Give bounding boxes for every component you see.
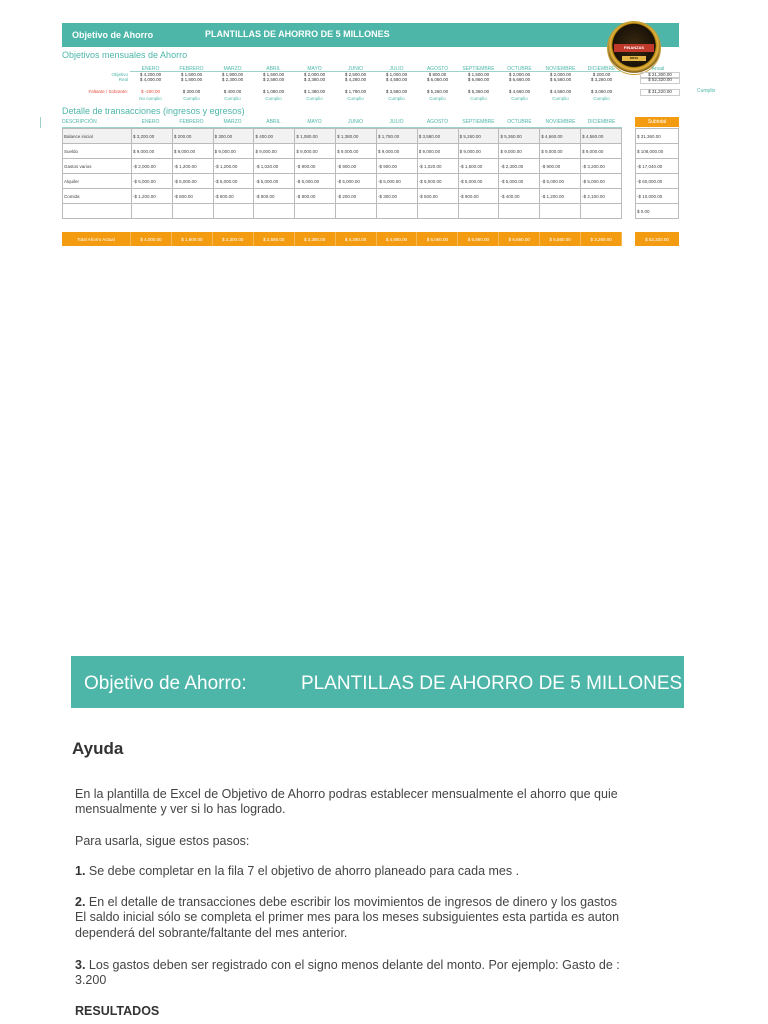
subtotal-cell[interactable]: $ 108,000.00 bbox=[636, 144, 679, 159]
table-cell[interactable]: -$ 900.00 bbox=[376, 159, 417, 174]
faltante-row bbox=[130, 89, 622, 94]
table-cell[interactable]: $ 5,260.00 bbox=[458, 129, 499, 144]
faltante-cell-11: $ 3,060.00 bbox=[590, 89, 613, 94]
table-cell[interactable] bbox=[213, 204, 254, 219]
help-p1-line1: En la plantilla de Excel de Objetivo de Ahorro podras establecer mensualmente el ahorro que quie bbox=[75, 787, 618, 801]
logo-ribbon: FINANZAS bbox=[614, 44, 654, 52]
help-header-title: PLANTILLAS DE AHORRO DE 5 MILLONES bbox=[301, 673, 683, 694]
table-cell[interactable]: $ 9,000.00 bbox=[376, 144, 417, 159]
table-cell[interactable]: $ 9,000.00 bbox=[295, 144, 336, 159]
table-cell[interactable]: $ 400.00 bbox=[254, 129, 295, 144]
step-1-number: 1. bbox=[75, 864, 86, 878]
table-cell[interactable]: -$ 1,200.00 bbox=[213, 159, 254, 174]
month-header-6: JULIO bbox=[376, 66, 417, 72]
row-label[interactable]: Alquiler bbox=[63, 174, 132, 189]
real-cell-11: $ 3,260.00 bbox=[590, 77, 613, 82]
real-cell-3: $ 2,580.00 bbox=[262, 77, 285, 82]
faltante-cell-4: $ 1,380.00 bbox=[303, 89, 326, 94]
table-cell[interactable]: -$ 5,000.00 bbox=[172, 174, 213, 189]
help-step-2-line3: dependerá del sobrante/faltante del mes anterior. bbox=[75, 926, 348, 940]
total-cell-8: $ 6,860.00 bbox=[458, 232, 499, 246]
row-label[interactable]: Sueldo bbox=[63, 144, 132, 159]
month-header-9: OCTUBRE bbox=[499, 66, 540, 72]
table-row bbox=[63, 159, 622, 174]
detalle-month-header-11: DICIEMBRE bbox=[587, 119, 616, 125]
table-cell[interactable] bbox=[172, 204, 213, 219]
table-cell[interactable]: $ 9,000.00 bbox=[458, 144, 499, 159]
objetivo-cell-3: $ 1,500.00 bbox=[262, 72, 285, 77]
total-cell-6: $ 4,580.00 bbox=[377, 232, 418, 246]
detalle-table bbox=[62, 128, 622, 219]
table-cell[interactable]: -$ 900.00 bbox=[336, 159, 377, 174]
help-resultados: RESULTADOS bbox=[75, 1004, 160, 1018]
month-header-2: MARZO bbox=[212, 66, 253, 72]
table-cell[interactable]: -$ 5,000.00 bbox=[336, 174, 377, 189]
faltante-cell-1: $ 300.00 bbox=[182, 89, 201, 94]
subtotal-row bbox=[636, 204, 679, 219]
total-cell-5: $ 4,280.00 bbox=[336, 232, 377, 246]
table-cell[interactable]: $ 9,000.00 bbox=[336, 144, 377, 159]
status-cell-8: Cumplio bbox=[470, 96, 487, 101]
logo-sub: NOVA bbox=[622, 56, 646, 61]
table-cell[interactable]: $ 9,000.00 bbox=[540, 144, 581, 159]
table-cell[interactable]: -$ 5,000.00 bbox=[376, 174, 417, 189]
table-row bbox=[63, 129, 622, 144]
table-cell[interactable]: -$ 1,200.00 bbox=[172, 159, 213, 174]
table-cell[interactable]: $ 200.00 bbox=[172, 129, 213, 144]
objetivo-cell-9: $ 2,000.00 bbox=[508, 72, 531, 77]
help-step-3 bbox=[75, 958, 688, 972]
status-cell-5: Cumplio bbox=[347, 96, 364, 101]
faltante-cell-8: $ 5,360.00 bbox=[467, 89, 490, 94]
real-anual: $ 52,320.00 bbox=[640, 77, 680, 84]
table-cell[interactable]: -$ 2,100.00 bbox=[581, 189, 622, 204]
total-label: Total Ahorro Actual bbox=[62, 232, 131, 246]
help-p1-line2: mensualmente y ver si lo has logrado. bbox=[75, 802, 286, 816]
table-cell[interactable]: -$ 300.00 bbox=[376, 189, 417, 204]
table-cell[interactable] bbox=[336, 204, 377, 219]
row-label[interactable]: Comida bbox=[63, 189, 132, 204]
table-cell[interactable]: $ 9,000.00 bbox=[499, 144, 540, 159]
total-cell-0: $ 4,000.00 bbox=[131, 232, 172, 246]
status-cell-2: Cumplio bbox=[224, 96, 241, 101]
table-cell[interactable]: -$ 5,000.00 bbox=[254, 174, 295, 189]
real-label: Real bbox=[118, 77, 128, 82]
total-cell-7: $ 6,060.00 bbox=[417, 232, 458, 246]
table-cell[interactable]: -$ 800.00 bbox=[254, 189, 295, 204]
status-cell-3: Cumplio bbox=[265, 96, 282, 101]
faltante-label: Faltante / Sobrante: bbox=[88, 89, 128, 94]
step-2-line1: En el detalle de transacciones debe escribir los movimientos de ingresos de dinero y los gastos bbox=[85, 895, 617, 909]
real-cell-9: $ 6,660.00 bbox=[508, 77, 531, 82]
objetivo-cell-7: $ 800.00 bbox=[428, 72, 447, 77]
table-cell[interactable]: -$ 5,000.00 bbox=[295, 174, 336, 189]
section-detalle-title: Detalle de transacciones (ingresos y egresos) bbox=[62, 106, 245, 116]
faltante-cell-10: $ 4,560.00 bbox=[549, 89, 572, 94]
month-header-10: NOVIEMBRE bbox=[540, 66, 581, 72]
table-row bbox=[63, 174, 622, 189]
real-cell-1: $ 1,800.00 bbox=[180, 77, 203, 82]
section-objetivos-title: Objetivos mensuales de Ahorro bbox=[62, 50, 188, 60]
table-cell[interactable]: -$ 5,000.00 bbox=[581, 174, 622, 189]
month-header-3: ABRIL bbox=[253, 66, 294, 72]
real-cell-8: $ 6,860.00 bbox=[467, 77, 490, 82]
table-cell[interactable]: -$ 5,000.00 bbox=[540, 174, 581, 189]
table-cell[interactable]: -$ 3,200.00 bbox=[581, 159, 622, 174]
table-cell[interactable] bbox=[458, 204, 499, 219]
table-cell[interactable]: $ 9,000.00 bbox=[417, 144, 458, 159]
status-cell-4: Cumplio bbox=[306, 96, 323, 101]
status-cell-1: Cumplio bbox=[183, 96, 200, 101]
table-cell[interactable] bbox=[254, 204, 295, 219]
detalle-month-header-4: MAYO bbox=[307, 119, 322, 125]
table-cell[interactable]: $ 4,660.00 bbox=[540, 129, 581, 144]
table-cell[interactable]: $ 9,000.00 bbox=[132, 144, 173, 159]
objetivo-cell-0: $ 4,200.00 bbox=[139, 72, 162, 77]
status-cell-6: Cumplio bbox=[388, 96, 405, 101]
table-cell[interactable]: -$ 1,500.00 bbox=[458, 159, 499, 174]
row-label[interactable]: Gastos varios bbox=[63, 159, 132, 174]
month-header-1: FEBRERO bbox=[171, 66, 212, 72]
status-cell-11: Cumplio bbox=[593, 96, 610, 101]
table-cell[interactable]: -$ 900.00 bbox=[458, 189, 499, 204]
subtotal-cell[interactable]: -$ 10,000.00 bbox=[636, 189, 679, 204]
table-cell[interactable]: -$ 2,300.00 bbox=[499, 159, 540, 174]
objetivo-cell-10: $ 2,000.00 bbox=[549, 72, 572, 77]
detalle-header-row bbox=[62, 117, 622, 128]
table-row bbox=[63, 144, 622, 159]
status-cell-7: Cumplio bbox=[429, 96, 446, 101]
subtotal-row bbox=[636, 129, 679, 144]
real-cell-2: $ 2,300.00 bbox=[221, 77, 244, 82]
total-cell-11: $ 3,260.00 bbox=[581, 232, 622, 246]
table-cell[interactable]: -$ 800.00 bbox=[295, 189, 336, 204]
total-cell-4: $ 3,380.00 bbox=[295, 232, 336, 246]
detalle-month-header-9: OCTUBRE bbox=[507, 119, 532, 125]
side-status: Cumplio bbox=[697, 88, 716, 94]
help-step-2-line2: El saldo inicial sólo se completa el primer mes para los meses subsiguientes esta partida es auton bbox=[75, 910, 620, 924]
detalle-month-header-1: FEBRERO bbox=[179, 119, 204, 125]
total-cell-1: $ 1,800.00 bbox=[172, 232, 213, 246]
table-cell[interactable] bbox=[417, 204, 458, 219]
table-cell[interactable]: -$ 400.00 bbox=[499, 189, 540, 204]
detalle-month-header-0: ENERO bbox=[141, 119, 160, 125]
table-cell[interactable]: -$ 1,200.00 bbox=[132, 189, 173, 204]
total-cell-3: $ 2,580.00 bbox=[254, 232, 295, 246]
status-cell-0: No cumplio bbox=[139, 96, 162, 101]
table-cell[interactable]: -$ 500.00 bbox=[417, 189, 458, 204]
real-cell-7: $ 6,060.00 bbox=[426, 77, 449, 82]
table-cell[interactable] bbox=[295, 204, 336, 219]
help-page bbox=[0, 650, 768, 1024]
table-cell[interactable]: -$ 5,000.00 bbox=[458, 174, 499, 189]
total-cell-9: $ 6,660.00 bbox=[499, 232, 540, 246]
anual-header: Anual bbox=[651, 66, 665, 72]
detalle-month-header-2: MARZO bbox=[223, 119, 242, 125]
subtotal-row bbox=[636, 144, 679, 159]
total-cell-10: $ 6,560.00 bbox=[540, 232, 581, 246]
table-cell[interactable]: -$ 5,000.00 bbox=[417, 174, 458, 189]
detalle-month-header-3: ABRIL bbox=[266, 119, 281, 125]
help-step-3-line2: 3.200 bbox=[75, 973, 107, 987]
objetivo-cell-5: $ 2,500.00 bbox=[344, 72, 367, 77]
objetivo-cell-11: $ 200.00 bbox=[592, 72, 611, 77]
month-header-7: AGOSTO bbox=[417, 66, 458, 72]
total-subtotal: $ 52,320.00 bbox=[635, 232, 679, 246]
table-cell[interactable] bbox=[540, 204, 581, 219]
help-step-2 bbox=[75, 895, 688, 909]
table-cell[interactable]: $ 1,080.00 bbox=[295, 129, 336, 144]
detalle-month-header-6: JULIO bbox=[389, 119, 404, 125]
selection-marker bbox=[40, 117, 63, 128]
subtotal-row bbox=[636, 189, 679, 204]
subtotal-table bbox=[635, 128, 679, 219]
table-cell[interactable] bbox=[132, 204, 173, 219]
faltante-cell-0: $ -200.00 bbox=[140, 89, 160, 94]
objetivo-cell-4: $ 2,000.00 bbox=[303, 72, 326, 77]
detalle-month-header-5: JUNIO bbox=[348, 119, 363, 125]
real-cell-5: $ 4,280.00 bbox=[344, 77, 367, 82]
total-cell-2: $ 2,300.00 bbox=[213, 232, 254, 246]
detalle-month-header-10: NOVIEMBRE bbox=[545, 119, 576, 125]
desc-header: DESCRIPCIÓN bbox=[62, 119, 97, 125]
table-cell[interactable]: $ 300.00 bbox=[213, 129, 254, 144]
faltante-cell-6: $ 3,580.00 bbox=[385, 89, 408, 94]
table-cell[interactable]: -$ 800.00 bbox=[213, 189, 254, 204]
objetivo-cell-6: $ 1,000.00 bbox=[385, 72, 408, 77]
step-3-line1: Los gastos deben ser registrado con el signo menos delante del monto. Por ejemplo: Gasto de : bbox=[85, 958, 620, 972]
table-cell[interactable]: $ 9,000.00 bbox=[172, 144, 213, 159]
table-cell[interactable]: $ 1,780.00 bbox=[376, 129, 417, 144]
real-cell-4: $ 3,380.00 bbox=[303, 77, 326, 82]
month-header-4: MAYO bbox=[294, 66, 335, 72]
table-cell[interactable]: $ 4,560.00 bbox=[581, 129, 622, 144]
table-cell[interactable]: -$ 1,200.00 bbox=[540, 189, 581, 204]
table-cell[interactable] bbox=[581, 204, 622, 219]
table-cell[interactable]: $ 1,380.00 bbox=[336, 129, 377, 144]
objetivo-anual: $ 21,300.00 bbox=[640, 72, 680, 79]
faltante-cell-7: $ 5,260.00 bbox=[426, 89, 449, 94]
objetivo-cell-2: $ 1,900.00 bbox=[221, 72, 244, 77]
sheet-header-label: Objetivo de Ahorro bbox=[72, 30, 154, 40]
subtotal-row bbox=[636, 174, 679, 189]
subtotal-cell[interactable]: $ 0.00 bbox=[636, 204, 679, 219]
row-label[interactable] bbox=[63, 204, 132, 219]
month-header-0: ENERO bbox=[130, 66, 171, 72]
faltante-anual: $ 31,220.00 bbox=[640, 89, 680, 96]
table-cell[interactable]: -$ 900.00 bbox=[540, 159, 581, 174]
table-cell[interactable]: -$ 5,000.00 bbox=[213, 174, 254, 189]
row-label[interactable]: Balance inicial bbox=[63, 129, 132, 144]
table-row bbox=[63, 189, 622, 204]
table-cell[interactable]: $ 5,360.00 bbox=[499, 129, 540, 144]
objetivo-cell-8: $ 1,500.00 bbox=[467, 72, 490, 77]
real-cell-0: $ 4,000.00 bbox=[139, 77, 162, 82]
objetivo-cell-1: $ 1,500.00 bbox=[180, 72, 203, 77]
sheet-header-banner bbox=[62, 23, 679, 47]
table-cell[interactable] bbox=[376, 204, 417, 219]
table-cell[interactable]: -$ 200.00 bbox=[336, 189, 377, 204]
month-header-8: SEPTIEMBRE bbox=[458, 66, 499, 72]
table-cell[interactable]: $ 3,200.00 bbox=[132, 129, 173, 144]
table-row bbox=[63, 204, 622, 219]
table-cell[interactable]: $ 3,580.00 bbox=[417, 129, 458, 144]
sheet-header-title: PLANTILLAS DE AHORRO DE 5 MILLONES bbox=[205, 29, 390, 39]
table-cell[interactable]: $ 9,000.00 bbox=[581, 144, 622, 159]
month-header-5: JUNIO bbox=[335, 66, 376, 72]
table-cell[interactable]: -$ 1,020.00 bbox=[417, 159, 458, 174]
spreadsheet-preview bbox=[0, 0, 768, 260]
real-row bbox=[130, 77, 622, 82]
real-cell-10: $ 6,560.00 bbox=[549, 77, 572, 82]
status-cell-10: Cumplio bbox=[552, 96, 569, 101]
subtotal-row bbox=[636, 159, 679, 174]
objetivo-label: Objetivo bbox=[111, 72, 128, 77]
table-cell[interactable]: -$ 5,000.00 bbox=[132, 174, 173, 189]
table-cell[interactable]: -$ 5,000.00 bbox=[499, 174, 540, 189]
subtotal-cell[interactable]: $ 31,360.00 bbox=[636, 129, 679, 144]
help-header-label: Objetivo de Ahorro: bbox=[84, 673, 247, 694]
subtotal-cell[interactable]: -$ 17,040.00 bbox=[636, 159, 679, 174]
help-step-1 bbox=[75, 864, 688, 878]
step-1-text: Se debe completar en la fila 7 el objetivo de ahorro planeado para cada mes . bbox=[85, 864, 520, 878]
table-cell[interactable]: -$ 800.00 bbox=[172, 189, 213, 204]
status-row bbox=[130, 96, 622, 101]
help-title: Ayuda bbox=[72, 739, 124, 758]
faltante-cell-5: $ 1,780.00 bbox=[344, 89, 367, 94]
real-cell-6: $ 4,580.00 bbox=[385, 77, 408, 82]
table-cell[interactable]: $ 9,000.00 bbox=[254, 144, 295, 159]
faltante-cell-9: $ 4,660.00 bbox=[508, 89, 531, 94]
table-cell[interactable]: $ 9,000.00 bbox=[213, 144, 254, 159]
step-3-number: 3. bbox=[75, 958, 86, 972]
faltante-cell-2: $ 400.00 bbox=[223, 89, 242, 94]
help-header-banner bbox=[71, 656, 684, 708]
detalle-month-header-8: SEPTIEMBRE bbox=[462, 119, 495, 125]
total-row bbox=[62, 232, 622, 246]
step-2-number: 2. bbox=[75, 895, 86, 909]
subtotal-header: Subtotal bbox=[635, 117, 679, 127]
detalle-month-header-7: AGOSTO bbox=[426, 119, 449, 125]
faltante-cell-3: $ 1,080.00 bbox=[262, 89, 285, 94]
subtotal-cell[interactable]: -$ 60,000.00 bbox=[636, 174, 679, 189]
help-p2: Para usarla, sigue estos pasos: bbox=[75, 834, 250, 848]
table-cell[interactable]: -$ 1,020.00 bbox=[254, 159, 295, 174]
table-cell[interactable] bbox=[499, 204, 540, 219]
table-cell[interactable]: -$ 900.00 bbox=[295, 159, 336, 174]
month-header-11: DICIEMBRE bbox=[581, 66, 622, 72]
status-cell-9: Cumplio bbox=[511, 96, 528, 101]
table-cell[interactable]: -$ 2,000.00 bbox=[132, 159, 173, 174]
